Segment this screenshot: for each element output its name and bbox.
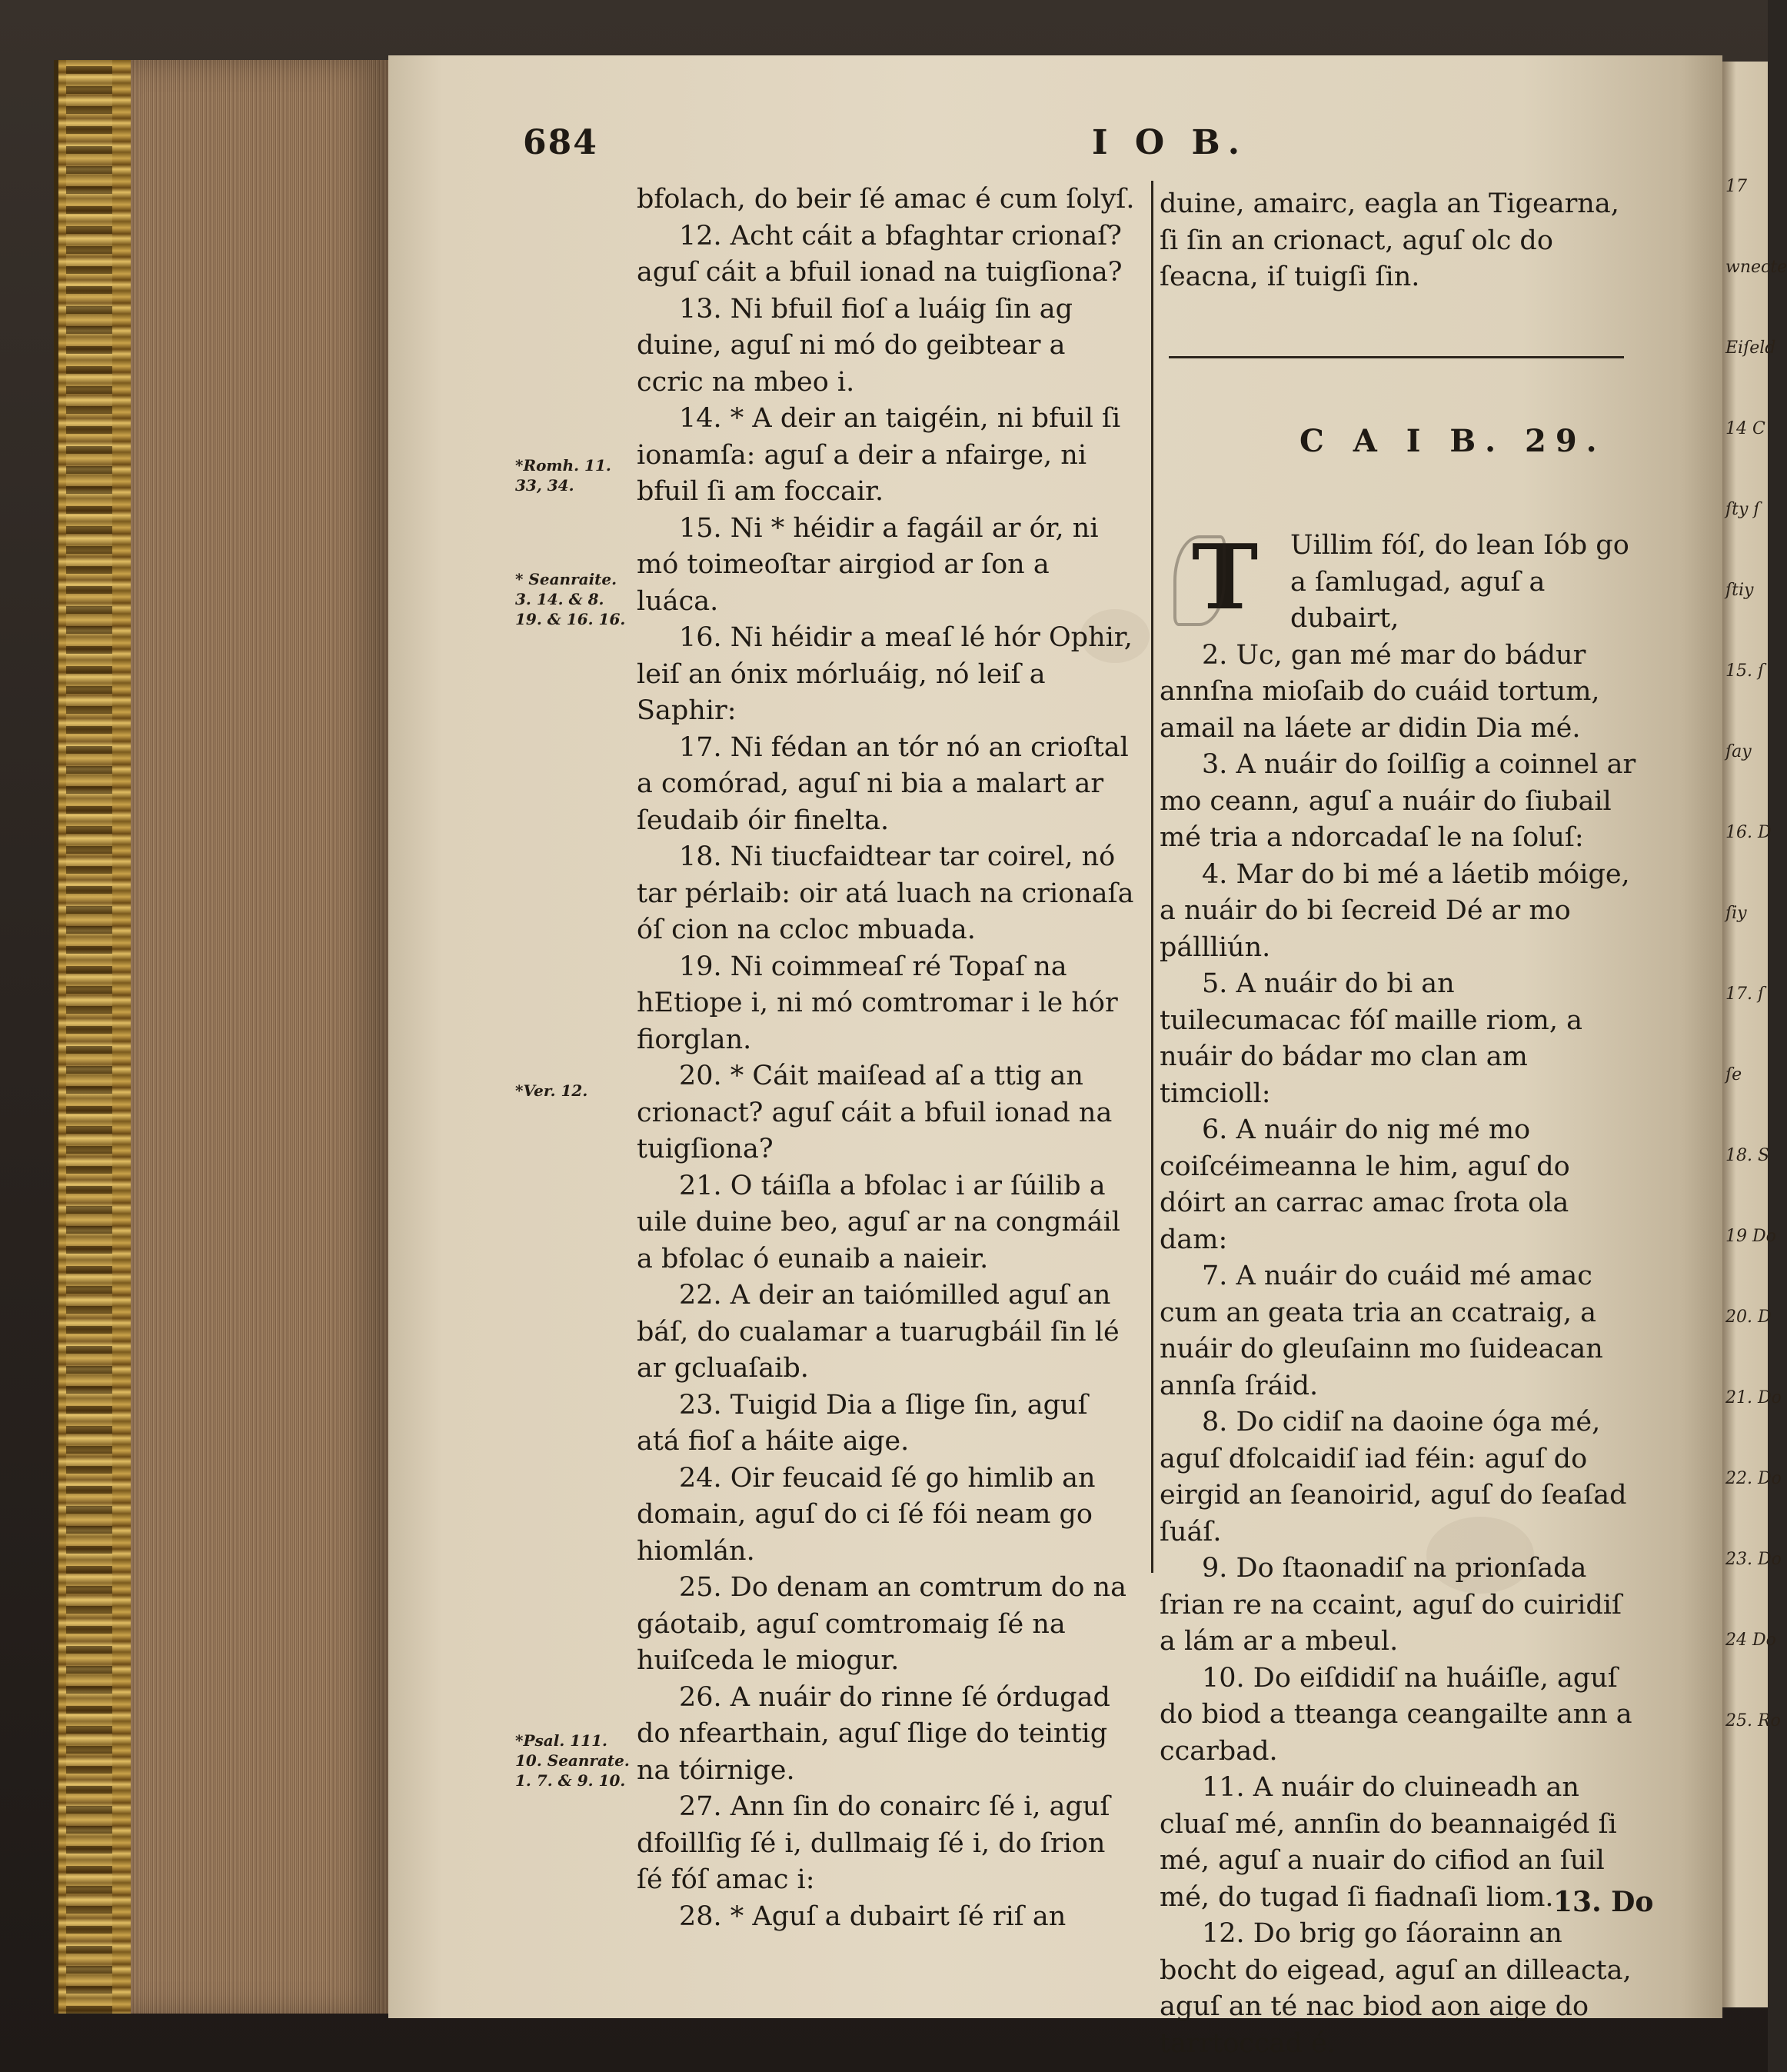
catchword: 13. Do (1553, 1886, 1654, 1918)
verse: 20. * Cáit maiſead aſ a ttig an crionact? aguſ cáit a bfuil ionad na tuigſiona? (637, 1061, 1113, 1164)
next-page-fragment: 25. Ro (1725, 1711, 1781, 1731)
next-page-fragment: ſty ſ (1725, 500, 1760, 519)
verse: 13. Ni bfuil fioſ a luáig ſin ag duine, aguſ ni mó do geibtear a ccric na mbeo i. (637, 293, 1073, 398)
margin-note: *Romh. 11. 33, 34. (515, 456, 611, 495)
next-page-fragment: 22. Do (1725, 1469, 1782, 1488)
verse: 23. Tuigid Dia a ſlige ſin, aguſ atá fioſ a háite aige. (637, 1389, 1088, 1457)
next-page-fragment: ſiy (1725, 904, 1747, 923)
next-page-fragment: 19 Do (1725, 1227, 1776, 1246)
next-page-fragment: 15. ſ (1725, 661, 1765, 681)
next-page-fragment: ſay (1725, 742, 1752, 761)
verse: 11. A nuáir do cluineadh an cluaſ mé, annſin do beannaigéd ſi mé, aguſ a nuair do cifiod an ſuil mé, do tugad ſi fiadnaſi liom. (1160, 1772, 1617, 1913)
verse: 22. A deir an taiómilled aguſ an báſ, do cualamar a tuarugbáil ſin lé ar gcluaſaib. (637, 1280, 1120, 1384)
book-cover-edge (54, 60, 135, 2014)
verse: 15. Ni * héidir a fagáil ar ór, ni mó toimeoſtar airgiod ar ſon a luáca. (637, 512, 1099, 617)
drop-cap: T (1167, 528, 1283, 628)
verse: bfolach, do beir ſé amac é cum ſolyſ. (637, 184, 1135, 215)
verse: 17. Ni fédan an tór nó an crioſtal a comórad, aguſ ni bia a malart ar ſeudaib óir finelta. (637, 731, 1129, 836)
verse: 3. A nuáir do ſoilſig a coinnel ar mo ceann, aguſ a nuáir do ſiubail mé tria a ndorcadaſ le na ſoluſ: (1160, 749, 1636, 853)
chapter-29-text (1160, 528, 1644, 2062)
page-edges (131, 60, 388, 2014)
next-page-fragment: Eiſeld (1725, 338, 1776, 358)
verse: 9. Do ſtaonadiſ na prionſada ſrian re na ccaint, aguſ do cuiridiſ a lám ar a mbeul. (1160, 1553, 1622, 1657)
right-column (1160, 186, 1644, 296)
verse: 16. Ni héidir a meaſ lé hór Ophir, leiſ an ónix mórluáig, nó leiſ a Saphir: (637, 622, 1133, 726)
verse: 12. Acht cáit a bfaghtar crionaſ? aguſ cáit a bfuil ionad na tuigſiona? (637, 220, 1123, 288)
verse: 26. A nuáir do rinne ſé órdugad do nfearthain, aguſ ſlige do teintig na tóirnige. (637, 1681, 1110, 1786)
verse: 25. Do denam an comtrum do na gáotaib, aguſ comtromaig ſé na huiſceda le miogur. (637, 1572, 1126, 1676)
gilt-ornament (66, 60, 112, 2014)
next-page-fragment: 24 Do (1725, 1631, 1776, 1650)
verse: 18. Ni tiucfaidtear tar coirel, nó tar pérlaib: oir atá luach na crionaſa óſ cion na ccloc mbuada. (637, 841, 1134, 945)
verse: 4. Mar do bi mé a láetib móige, a nuáir do bi ſecreid Dé ar mo pállliún. (1160, 858, 1630, 963)
margin-note: *Ver. 12. (515, 1081, 588, 1100)
verse: 21. O táiſla a bfolac i ar ſúilib a uile duine beo, aguſ ar na congmáil a bfolac ó eunaib a naieir. (637, 1170, 1120, 1274)
verse: 28. * Aguſ a dubairt ſé riſ an (679, 1900, 1067, 1932)
verse: 10. Do eiſdidiſ na huáiſle, aguſ do biod a tteanga ceangailte ann a ccarbad. (1160, 1662, 1632, 1767)
next-page-fragment: ſe (1725, 1065, 1742, 1084)
column-rule (1151, 181, 1153, 1573)
margin-note: *Psal. 111. 10. Seanrate. 1. 7. & 9. 10. (515, 1731, 630, 1790)
verse: 19. Ni coimmeaſ ré Topaſ na hEtiope i, ni mó comtromar i le hór fiorglan. (637, 951, 1118, 1055)
verse: 7. A nuáir do cuáid mé amac cum an geata tria an ccatraig, a nuáir do gleuſainn mo ſuideacan annſa ſráid. (1160, 1261, 1603, 1401)
next-page-fragment: 17. ſ (1725, 984, 1765, 1004)
next-page-fragment: wnecte (1725, 258, 1787, 277)
running-head: I O B. (1092, 123, 1248, 162)
left-column (637, 182, 1138, 1935)
chapter-heading: C A I B. 29. (1299, 423, 1606, 459)
next-page-fragment: 23. Do (1725, 1550, 1782, 1569)
verse: duine, amairc, eagla an Tigearna, ſi ſin an crionact, aguſ olc do ſeacna, iſ tuigſi ſin. (1160, 188, 1619, 292)
verse: 8. Do cidiſ na daoine óga mé, aguſ dfolcaidiſ iad féin: aguſ do eirgid an ſeanoirid, aguſ do ſeaſad ſuáſ. (1160, 1407, 1627, 1547)
next-page-fragment: 16. D (1725, 823, 1772, 842)
verse: 27. Ann ſin do conairc ſé i, aguſ dfoillſig ſé i, dullmaig ſé i, do ſrion ſé fóſ amac i: (637, 1791, 1110, 1895)
next-page-fragment: 21. Do (1725, 1388, 1782, 1407)
next-page-fragment: 18. S (1725, 1146, 1770, 1165)
verse: 6. A nuáir do nig mé mo coiſcéimeanna le him, aguſ do dóirt an carrac amac ſrota ola dam: (1160, 1114, 1570, 1255)
verse: 24. Oir feucaid ſé go himlib an domain, aguſ do ci ſé fói neam go hiomlán. (637, 1462, 1096, 1567)
page-number: 684 (523, 123, 598, 162)
verse: Uillim fóſ, do lean Iób go a ſamlugad, aguſ a dubairt, (1290, 530, 1629, 634)
margin-note: * Seanraite. 3. 14. & 8. 19. & 16. 16. (515, 570, 626, 628)
verse: 14. * A deir an taigéin, ni bfuil ſi ionamſa: aguſ a deir a nfairge, ni bfuil ſi am foccair. (637, 403, 1121, 507)
verse: 5. A nuáir do bi an tuilecumacac fóſ maille riom, a nuáir do bádar mo clan am timcioll: (1160, 968, 1582, 1109)
verse: 12. Do brig go ſáorainn an bocht do eigead, aguſ an dilleacta, aguſ an té nac biod aon aige do tarrtoccad é. (1160, 1918, 1632, 2059)
next-page-fragment: 14 C (1725, 419, 1765, 438)
next-page-fragment: ſtiy (1725, 581, 1754, 600)
next-page-fragment: 17 (1725, 177, 1747, 196)
next-page-edge (1722, 62, 1787, 2007)
chapter-rule (1169, 356, 1624, 358)
next-page-fragment: 20. D (1725, 1307, 1772, 1327)
verse: 2. Uc, gan mé mar do bádur annſna mioſaib do cuáid tortum, amail na láete ar didin Dia mé. (1160, 639, 1600, 744)
